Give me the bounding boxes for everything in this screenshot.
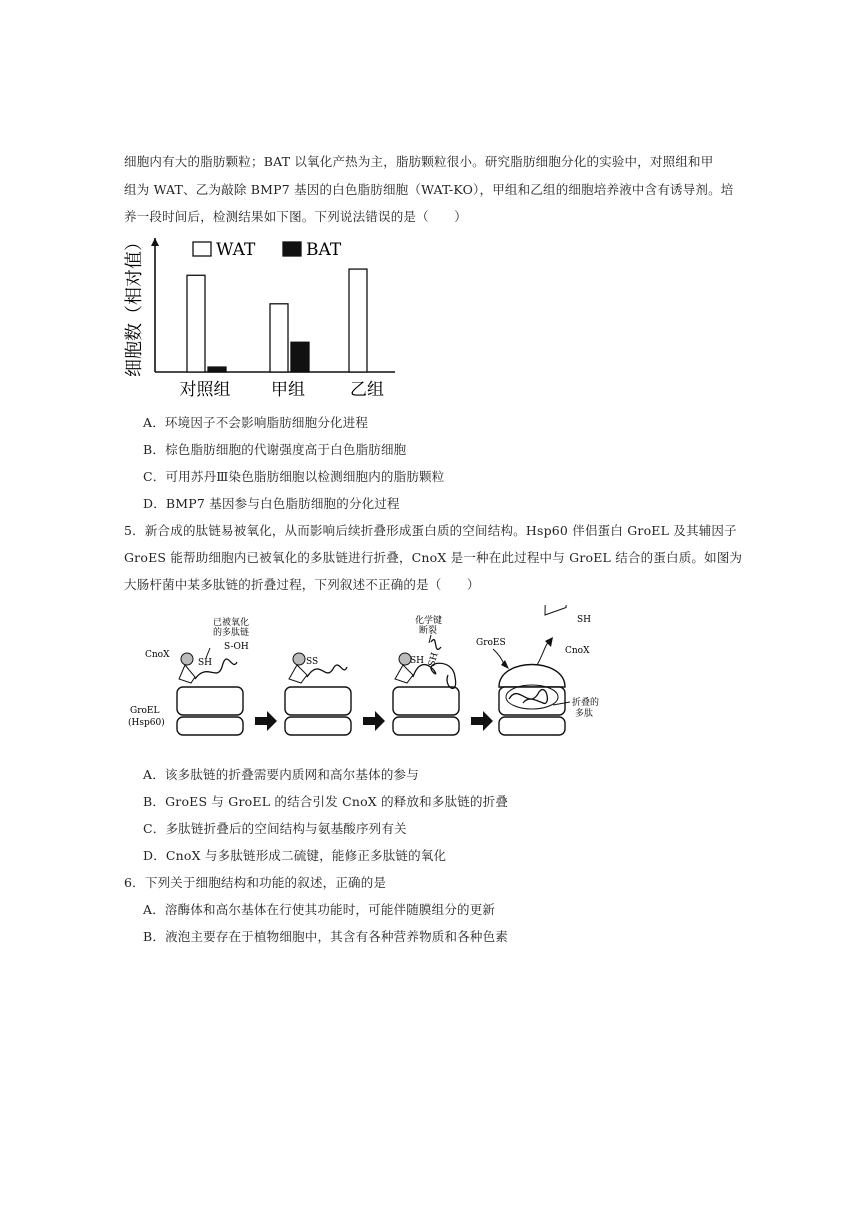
q6-option-a: A．溶酶体和高尔基体在行使其功能时，可能伴随膜组分的更新 — [143, 902, 496, 917]
label-hsp60: (Hsp60) — [128, 718, 165, 728]
arrow-3-icon — [471, 711, 493, 731]
q5-stem-line-1: 5．新合成的肽链易被氧化，从而影响后续折叠形成蛋白质的空间结构。Hsp60 伴侣蛋白 GroEL 及其辅因子 — [124, 523, 737, 538]
q4-stem-line-1: 细胞内有大的脂肪颗粒；BAT 以氧化产热为主，脂肪颗粒很小。研究脂肪细胞分化的实验中，对照组和甲 — [124, 154, 714, 169]
arrow-1-icon — [255, 711, 277, 731]
q4-option-c: C．可用苏丹Ⅲ染色脂肪细胞以检测细胞内的脂肪颗粒 — [143, 469, 445, 484]
stage-3 — [393, 640, 459, 735]
label-sh-2: SH — [410, 656, 425, 666]
released-cnox — [535, 605, 578, 618]
y-axis-arrow-icon — [151, 238, 159, 246]
label-cnox-2: CnoX — [565, 646, 590, 656]
stage-4 — [499, 665, 565, 736]
category-label-2: 甲组 — [271, 380, 305, 400]
q4-option-b: B．棕色脂肪细胞的代谢强度高于白色脂肪细胞 — [143, 442, 407, 457]
q5-option-d: D．CnoX 与多肽链形成二硫键，能修正多肽链的氧化 — [143, 848, 447, 863]
q4-stem-line-3: 养一段时间后，检测结果如下图。下列说法错误的是（ ） — [124, 209, 467, 224]
label-oxidized-1: 已被氧化 — [213, 618, 250, 628]
label-cnox: CnoX — [145, 650, 170, 660]
q5-option-c: C．多肽链折叠后的空间结构与氨基酸序列有关 — [143, 821, 407, 836]
label-groel: GroEL — [130, 706, 160, 716]
bar-bat-2 — [291, 342, 309, 372]
q4-option-a: A．环境因子不会影响脂肪细胞分化进程 — [143, 415, 369, 430]
label-folded-2: 多肽 — [575, 709, 594, 719]
label-ss: SS — [306, 657, 319, 667]
y-axis-label: 细胞数（相对值） — [124, 233, 145, 377]
label-soh: S-OH — [224, 642, 249, 652]
bar-wat-1 — [187, 275, 205, 372]
label-folded-1: 折叠的 — [572, 698, 600, 708]
q6-stem: 6．下列关于细胞结构和功能的叙述，正确的是 — [124, 875, 387, 890]
q5-stem-line-3: 大肠杆菌中某多肽链的折叠过程，下列叙述不正确的是（ ） — [124, 577, 480, 592]
q6-option-b: B．液泡主要存在于植物细胞中，其含有各种营养物质和各种色素 — [143, 929, 508, 944]
legend-swatch-bat — [283, 242, 301, 256]
category-label-1: 对照组 — [179, 380, 231, 400]
bar-wat-3 — [349, 269, 367, 372]
bar-wat-2 — [270, 304, 288, 372]
label-bond-1: 化学键 — [415, 616, 443, 626]
q4-stem-line-2: 组为 WAT、乙为敲除 BMP7 基因的白色脂肪细胞（WAT-KO），甲组和乙组的细胞培养液中含有诱导剂。培 — [124, 182, 734, 197]
label-oxidized-2: 的多肽链 — [213, 628, 250, 638]
label-groes: GroES — [476, 638, 506, 648]
category-label-3: 乙组 — [350, 380, 384, 400]
legend-label-wat: WAT — [216, 240, 256, 260]
legend-label-bat: BAT — [306, 240, 342, 260]
bar-chart — [120, 230, 420, 405]
label-sh-4: SH — [577, 615, 592, 625]
label-sh-3: SH — [427, 651, 441, 668]
label-bond-2: 断裂 — [419, 626, 438, 636]
q5-option-a: A．该多肽链的折叠需要内质网和高尔基体的参与 — [143, 767, 419, 782]
chart-legend — [193, 240, 342, 260]
label-sh-1: SH — [198, 658, 213, 668]
bar-bat-1 — [208, 367, 226, 372]
legend-swatch-wat — [193, 242, 211, 256]
arrow-2-icon — [363, 711, 385, 731]
q5-option-b: B．GroES 与 GroEL 的结合引发 CnoX 的释放和多肽链的折叠 — [143, 794, 509, 809]
chart-bars — [187, 269, 367, 372]
q5-stem-line-2: GroES 能帮助细胞内已被氧化的多肽链进行折叠，CnoX 是一种在此过程中与 GroEL 结合的蛋白质。如图为 — [124, 550, 743, 565]
q4-option-d: D．BMP7 基因参与白色脂肪细胞的分化过程 — [143, 496, 400, 511]
folding-diagram — [125, 605, 625, 755]
